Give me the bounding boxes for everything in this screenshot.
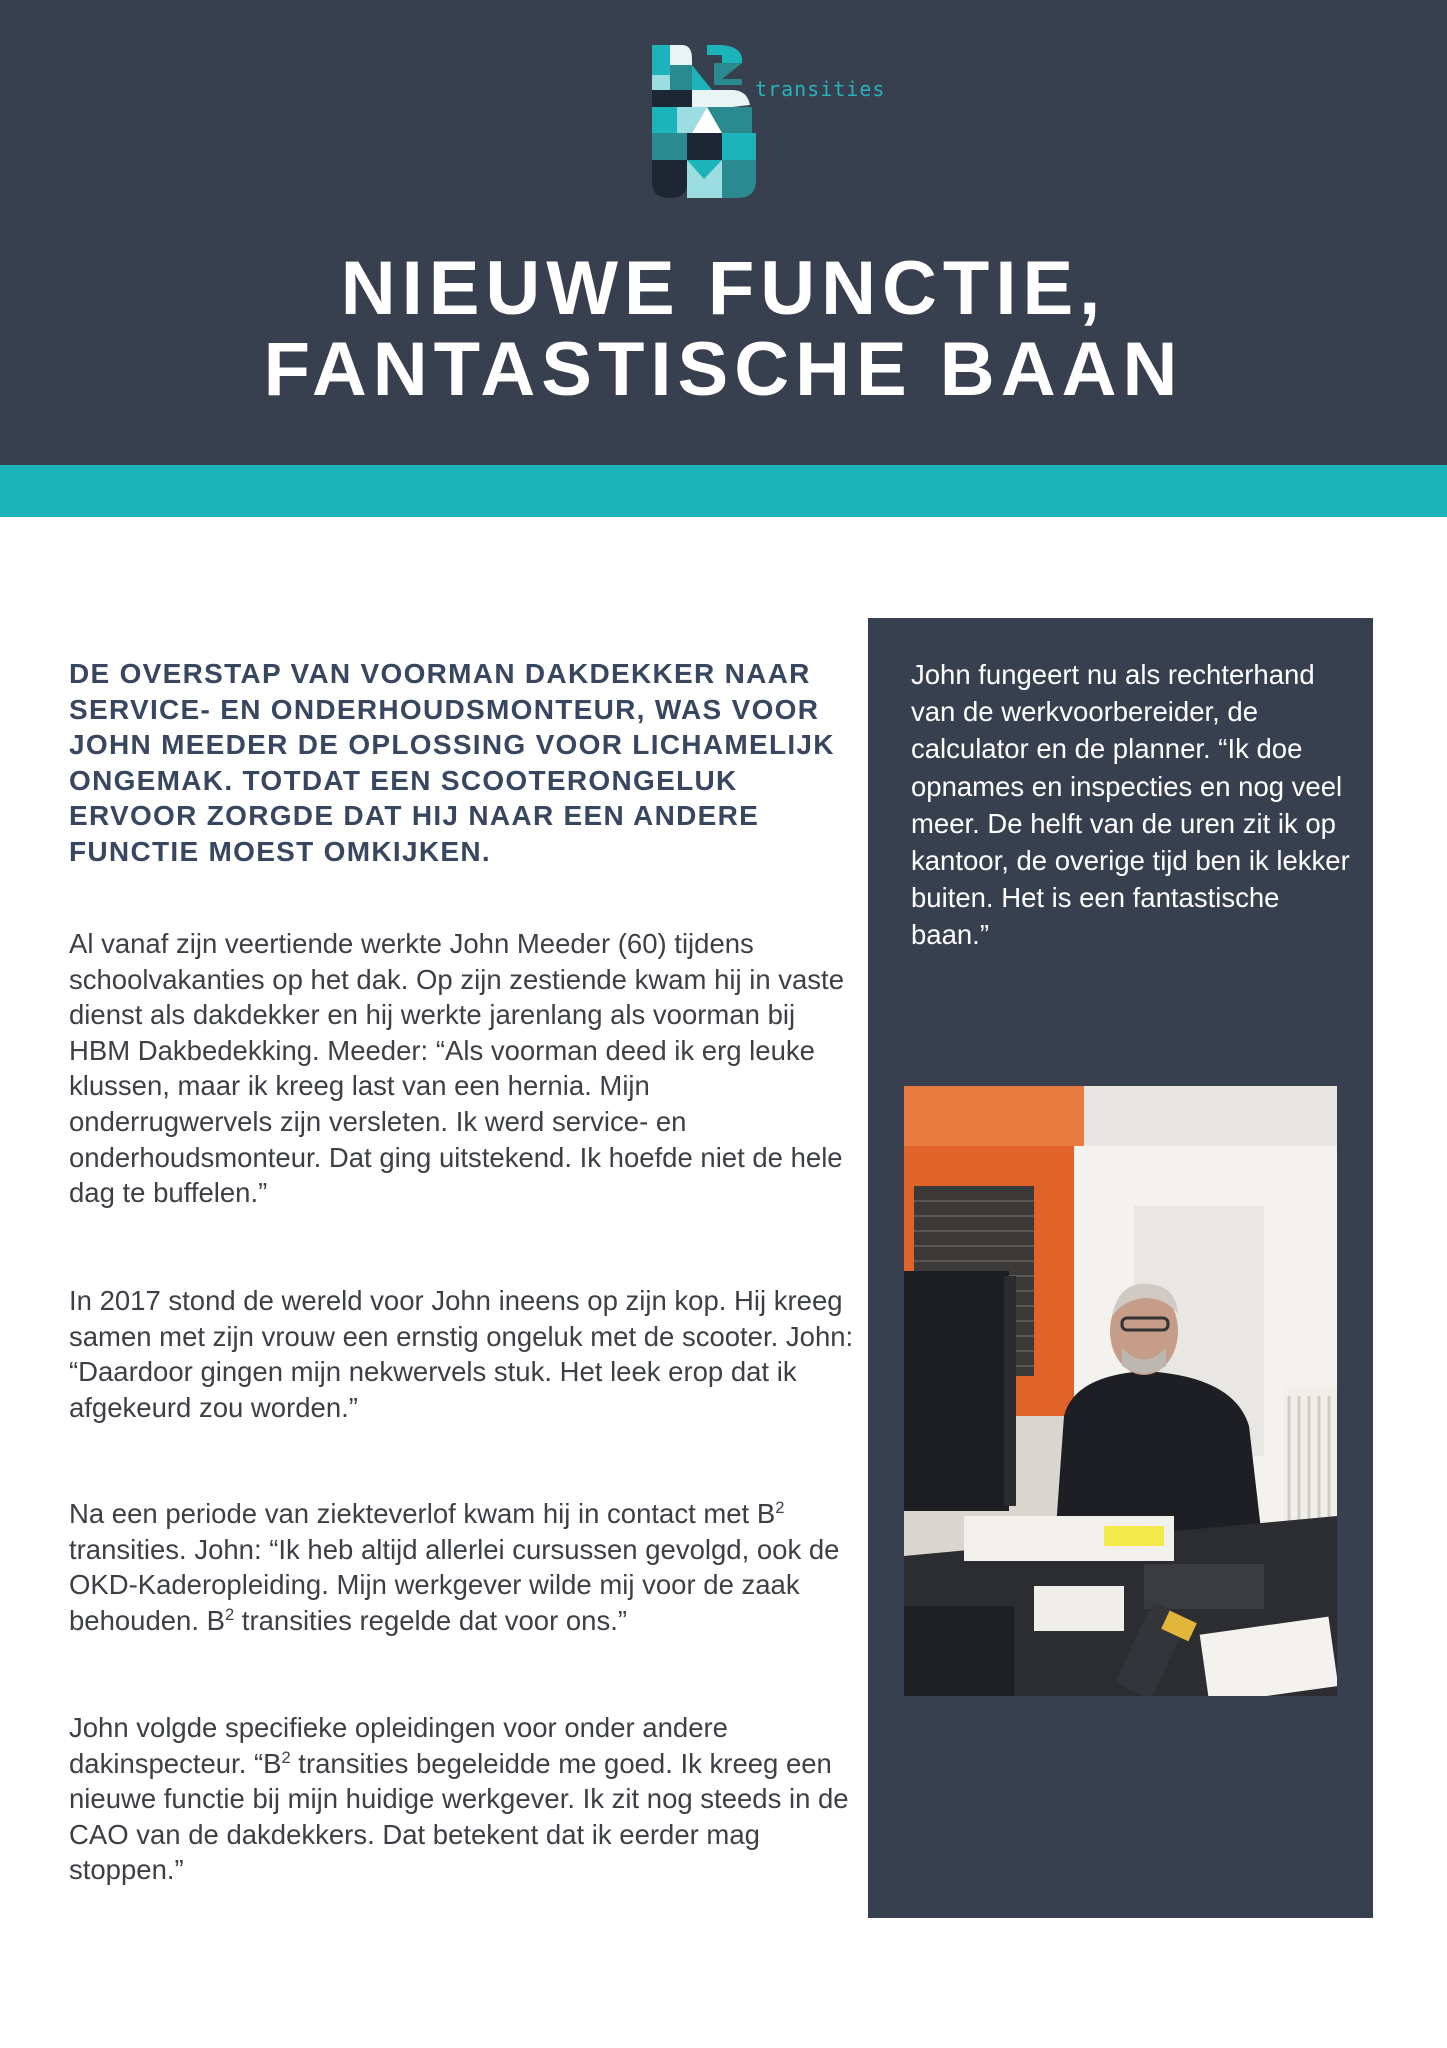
body-paragraph-4: John volgde specifieke opleidingen voor onder andere dakinspecteur. “$B^2$ transities begeleidde me goed. Ik kreeg een nieuwe functie bij mijn huidige werkgever. Ik zit nog steeds in de CAO van de dakdekkers. Dat betekent dat ik eerder mag stoppen.”: [69, 1712, 849, 1886]
sidebar-quote: John fungeert nu als rechterhand van de werkvoorbereider, de calculator en de planner. “Ik doe opnames en inspecties en nog veel meer. De helft van de uren zit ik op kantoor, de overige tijd ben ik lekker buiten. Het is een fantastische baan.”: [911, 659, 1350, 951]
office-photo: [904, 1086, 1337, 1696]
page-title: [0, 248, 1447, 410]
body-paragraph-2: In 2017 stond de wereld voor John ineens op zijn kop. Hij kreeg samen met zijn vrouw een ernstig ongeluk met de scooter. John: “Daardoor gingen mijn nekwervels stuk. Het leek erop dat ik afgekeurd zou worden.”: [69, 1285, 854, 1423]
logo-wordmark: transities: [755, 77, 886, 101]
title-line-2: FANTASTISCHE BAAN: [263, 327, 1184, 412]
accent-band: [0, 465, 1447, 517]
body-paragraph-3: Na een periode van ziekteverlof kwam hij in contact met $B^2$ transities. John: “Ik heb altijd allerlei cursussen gevolgd, ook de OKD-Kaderopleiding. Mijn werkgever wilde mij voor de zaak behouden. $B^2$ transities regelde dat voor ons.”: [69, 1498, 840, 1636]
title-line-1: NIEUWE FUNCTIE,: [340, 246, 1107, 331]
lead-paragraph: DE OVERSTAP VAN VOORMAN DAKDEKKER NAAR SERVICE- EN ONDERHOUDSMONTEUR, WAS VOOR JOHN MEEDER DE OPLOSSING VOOR LICHAMELIJK ONGEMAK. TOTDAT EEN SCOOTERONGELUK ERVOOR ZORGDE DAT HIJ NAAR EEN ANDERE FUNCTIE MOEST OMKIJKEN.: [69, 658, 835, 867]
body-paragraph-1: Al vanaf zijn veertiende werkte John Meeder (60) tijdens schoolvakanties op het dak. Op zijn zestiende kwam hij in vaste dienst als dakdekker en hij werkte jarenlang als voorman bij HBM Dakbedekking. Meeder: “Als voorman deed ik erg leuke klussen, maar ik kreeg last van een hernia. Mijn onderrugwervels zijn versleten. Ik werd service- en onderhoudsmonteur. Dat ging uitstekend. Ik hoefde niet de hele dag te buffelen.”: [69, 928, 844, 1209]
b2-logo-icon: [652, 45, 757, 198]
header-banner: [0, 0, 1447, 465]
